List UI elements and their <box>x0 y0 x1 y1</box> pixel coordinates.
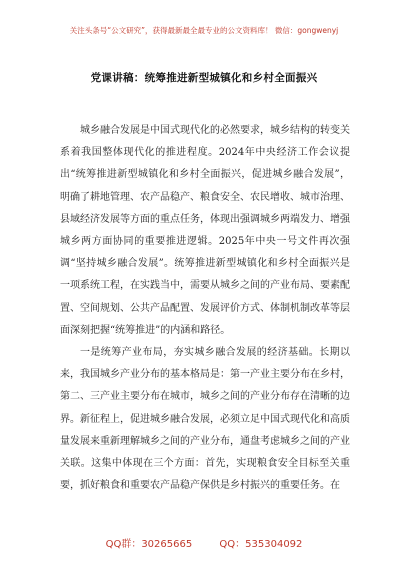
header-banner: 关注头条号“公文研究”，获得最新最全最专业的公文资料库！ 微信：gongwenyj <box>69 26 339 35</box>
footer-qq: QQ：535304092 <box>219 539 303 550</box>
footer-qq-group: QQ群：30265665 <box>105 539 193 550</box>
document-body <box>60 120 350 497</box>
paragraph: 城乡融合发展是中国式现代化的必然要求，城乡结构的转变关系着我国整体现代化的推进程度。2024年中央经济工作会议提出“统筹推进新型城镇化和乡村全面振兴，促进城乡融合发展”，明确了耕地管理、农产品稳产、粮食安全、农民增收、城市治理、县域经济发展等方面的重点任务，体现出强调城乡两端发力、增强城乡两方面协同的重要推进逻辑。2025年中央一号文件再次强调“坚持城乡融合发展”。统筹推进新型城镇化和乡村全面振兴是一项系统工程，在实践当中，需要从城乡之间的产业布局、要素配置、空间规划、公共产品配置、发展评价方式、体制机制改革等层面深刻把握“统筹推进”的内涵和路径。 <box>60 125 350 336</box>
document-title: 党课讲稿：统筹推进新型城镇化和乡村全面振兴 <box>90 72 318 84</box>
paragraph: 一是统筹产业布局，夯实城乡融合发展的经济基础。长期以来，我国城乡产业分布的基本格局是：第一产业主要分布在乡村，第二、三产业主要分布在城市，城乡之间的产业分布存在清晰的边界。新征程上，促进城乡融合发展，必须立足中国式现代化和高质量发展来重新理解城乡之间的产业分布，通盘考虑城乡之间的产业关联。这集中体现在三个方面：首先，实现粮食安全目标至关重要，抓好粮食和重要农产品稳产保供是乡村振兴的重要任务。在 <box>60 347 350 492</box>
footer-contact <box>0 535 408 550</box>
